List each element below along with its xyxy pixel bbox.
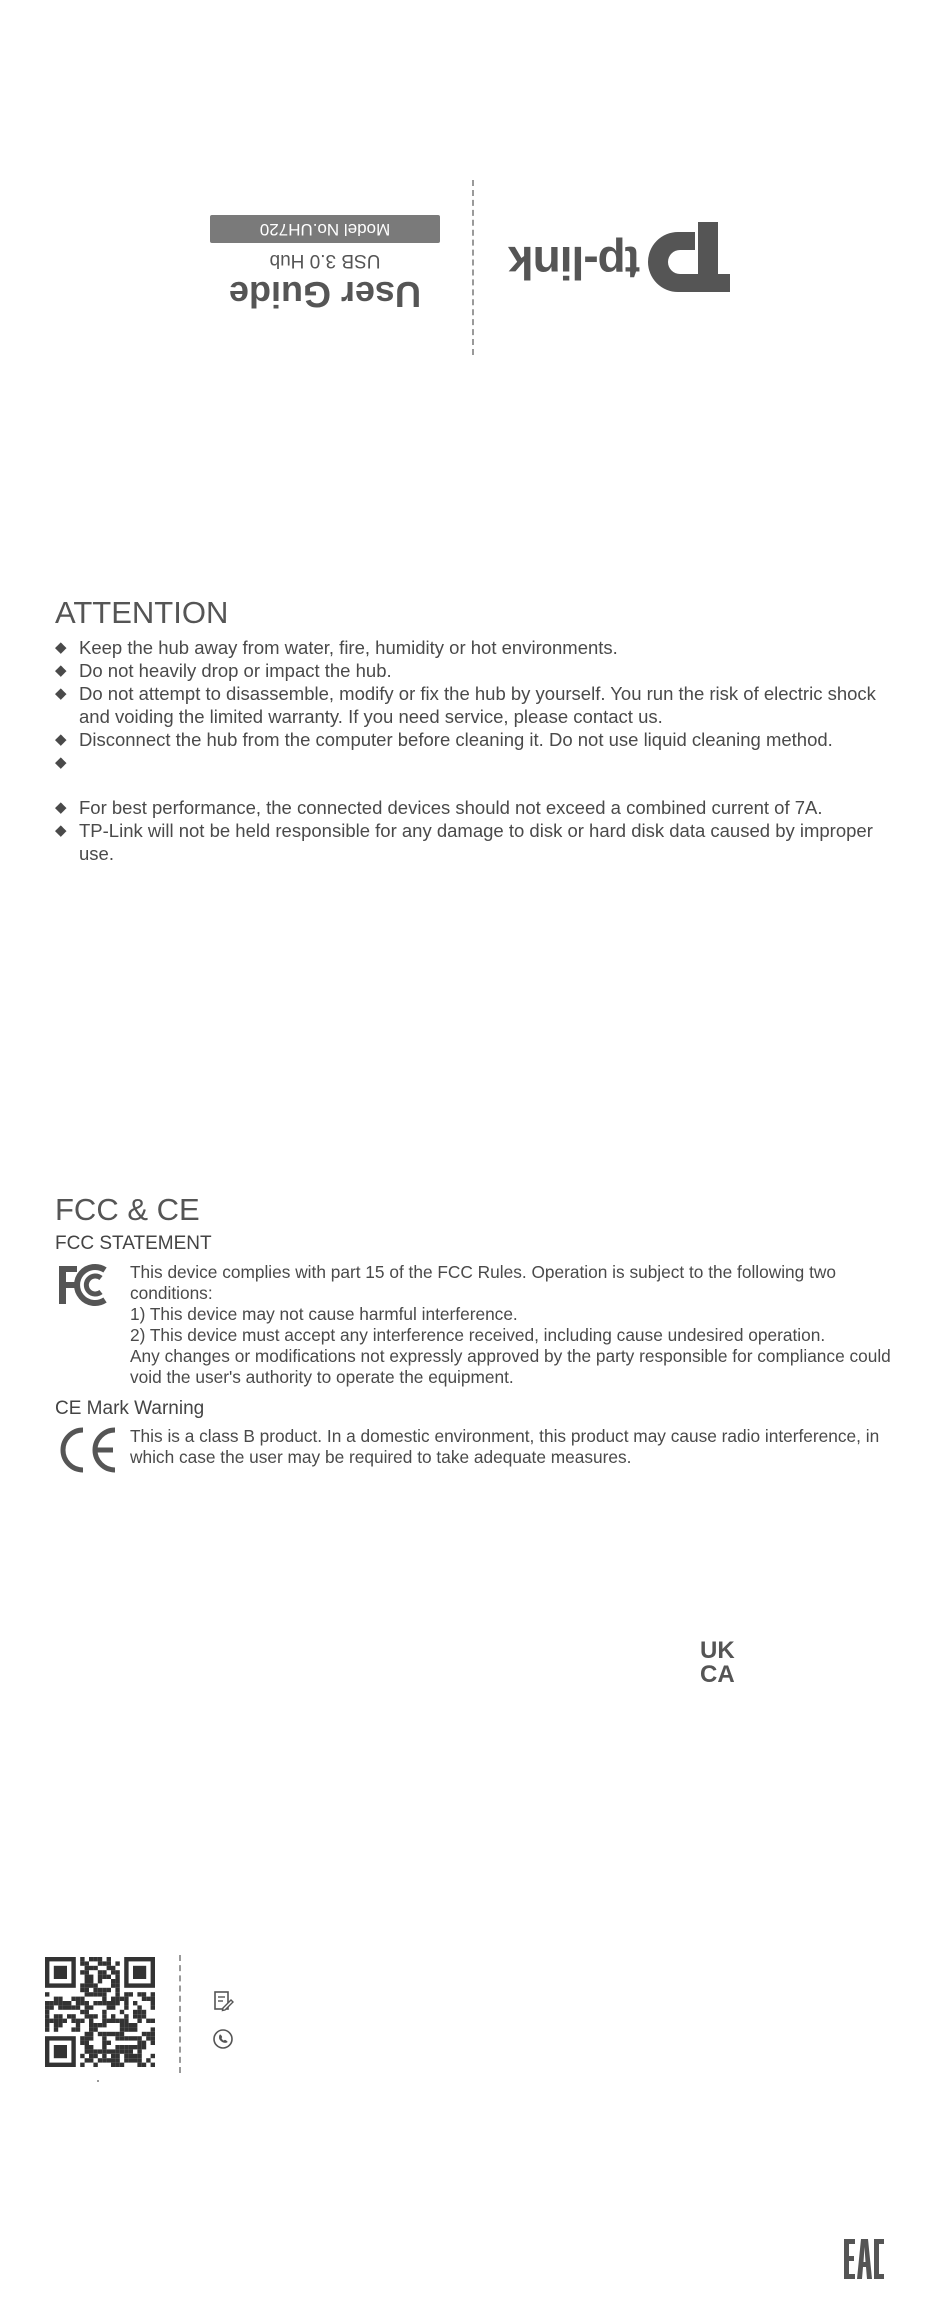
fcc-logo-icon bbox=[55, 1262, 119, 1313]
guide-title: User Guide bbox=[228, 274, 422, 315]
ce-mark-title: CE Mark Warning bbox=[55, 1398, 205, 1419]
fcc-warning: Any changes or modifications not expressly approved by the party responsible for compliance could void the user's authority to operate the equipment. bbox=[130, 1346, 891, 1387]
qr-code bbox=[45, 1957, 155, 2072]
diamond-bullet-icon: ◆ bbox=[55, 662, 67, 679]
diamond-bullet-icon: ◆ bbox=[55, 799, 67, 816]
ce-warning-text: This is a class B product. In a domestic environment, this product may cause radio interference, in which case the user may be required to take adequate measures. bbox=[130, 1426, 880, 1467]
fcc-condition-1: 1) This device may not cause harmful interference. bbox=[130, 1304, 518, 1324]
fcc-condition-2: 2) This device must accept any interference received, including cause undesired operation. bbox=[130, 1325, 826, 1345]
guide-title-block bbox=[210, 215, 440, 315]
attention-item: ◆ Disconnect the hub from the computer before cleaning it. Do not use liquid cleaning method. bbox=[55, 728, 833, 750]
tp-link-logo bbox=[500, 215, 740, 310]
fcc-intro: This device complies with part 15 of the FCC Rules. Operation is subject to the following two conditions: bbox=[130, 1262, 836, 1303]
attention-item: ◆ TP-Link will not be held responsible for any damage to disk or hard disk data caused by improper use. bbox=[55, 820, 873, 864]
attention-item: ◆ Keep the hub away from water, fire, humidity or hot environments. bbox=[55, 637, 618, 658]
diamond-bullet-icon: ◆ bbox=[55, 753, 67, 771]
attention-item-empty bbox=[55, 752, 895, 797]
note-edit-icon bbox=[212, 1990, 234, 2017]
phone-icon bbox=[212, 2028, 234, 2055]
diamond-bullet-icon: ◆ bbox=[55, 822, 67, 839]
attention-item: ◆ Do not heavily drop or impact the hub. bbox=[55, 660, 392, 681]
brand-name: tp-link bbox=[509, 237, 640, 289]
ce-mark-icon bbox=[55, 1425, 119, 1480]
diamond-bullet-icon: ◆ bbox=[55, 685, 67, 702]
ukca-line-2: CA bbox=[700, 1661, 735, 1685]
ukca-line-1: UK bbox=[700, 1637, 735, 1664]
header-divider bbox=[472, 180, 474, 355]
footer-divider bbox=[179, 1955, 181, 2073]
attention-title: ATTENTION bbox=[55, 595, 229, 630]
dot bbox=[97, 2080, 99, 2082]
attention-list bbox=[55, 637, 895, 866]
tp-link-logo-icon bbox=[645, 215, 740, 310]
fcc-ce-title: FCC & CE bbox=[55, 1192, 200, 1227]
diamond-bullet-icon: ◆ bbox=[55, 730, 67, 748]
model-number: Model No.UH720 bbox=[210, 215, 440, 243]
attention-item: ◆ Do not attempt to disassemble, modify or fix the hub by yourself. You run the risk of electric shock and voiding the limited warranty. If you need service, please contact us. bbox=[55, 683, 876, 727]
fcc-statement-title: FCC STATEMENT bbox=[55, 1233, 212, 1254]
fcc-statement-text bbox=[130, 1262, 900, 1388]
eac-mark-icon bbox=[842, 2237, 886, 2286]
product-name: USB 3.0 Hub bbox=[269, 250, 381, 271]
attention-item: ◆ For best performance, the connected devices should not exceed a combined current of 7A. bbox=[55, 797, 823, 818]
diamond-bullet-icon: ◆ bbox=[55, 639, 67, 656]
ukca-mark-icon bbox=[700, 1637, 748, 1690]
